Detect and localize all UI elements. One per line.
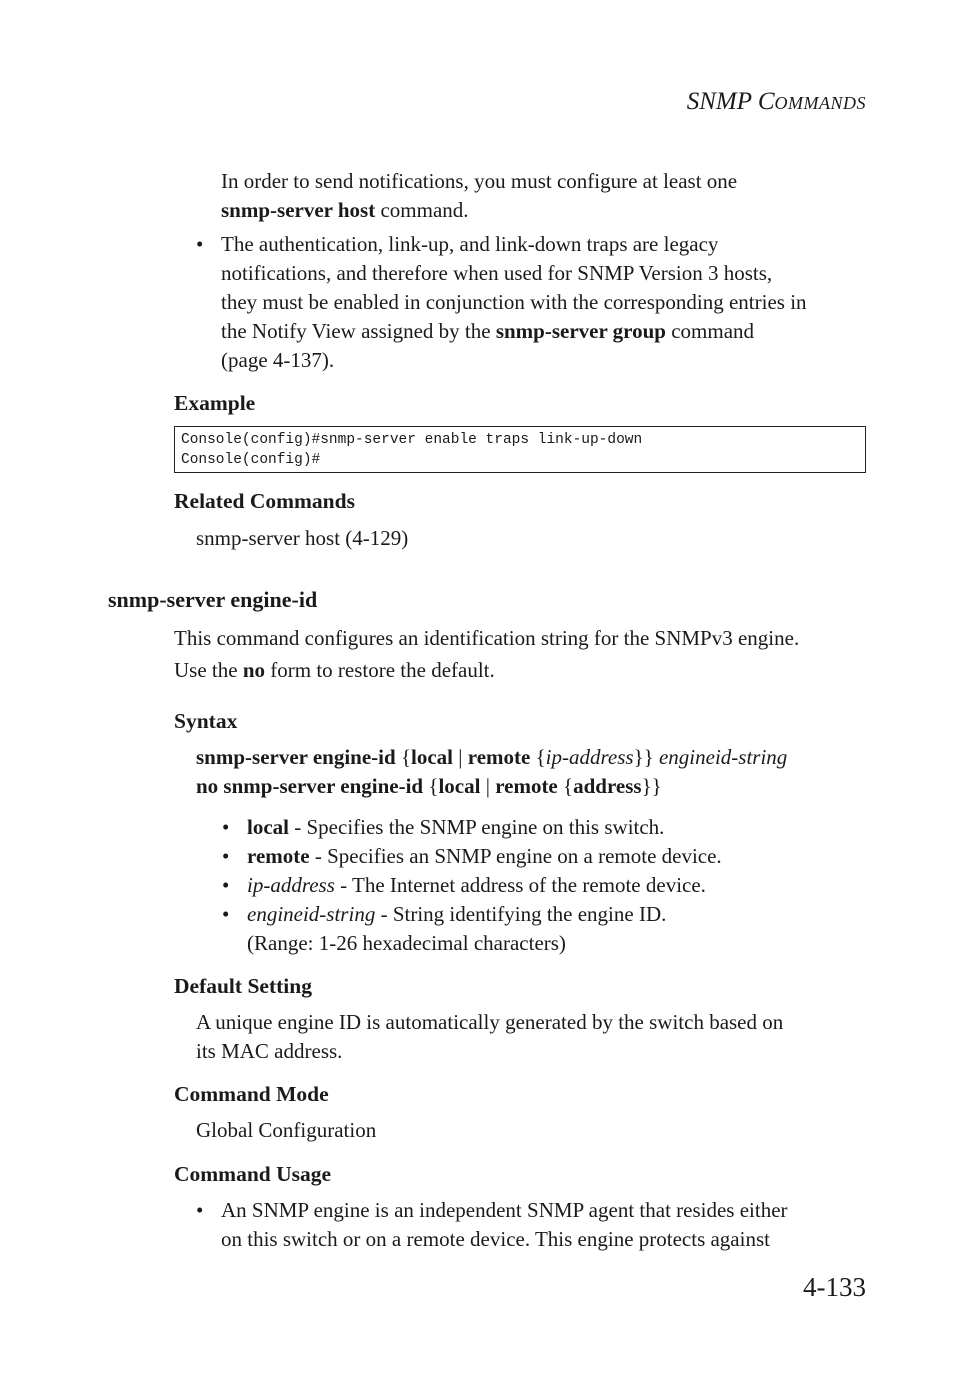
syntax-command: no snmp-server engine-id — [196, 774, 424, 798]
text-line: command — [665, 319, 755, 343]
syntax-pipe: | — [480, 774, 496, 798]
bullet-dot: • — [222, 902, 230, 926]
param-description: - String identifying the engine ID. — [375, 902, 667, 926]
default-setting-heading: Default Setting — [174, 974, 312, 998]
intro-bold-command: snmp-server host — [221, 198, 376, 222]
text-line: they must be enabled in conjunction with the corresponding entries in — [221, 290, 807, 314]
syntax-brace: { — [530, 745, 546, 769]
param-term: remote — [247, 844, 310, 868]
list-item-text — [247, 871, 722, 900]
bullet-dot: • — [222, 873, 230, 897]
param-term: ip-address — [247, 873, 335, 897]
list-item — [222, 842, 722, 871]
syntax-brace: { — [423, 774, 439, 798]
header-title-main: SNMP C — [686, 88, 775, 115]
bold-keyword: no — [242, 658, 266, 682]
page-number: 4-133 — [803, 1272, 866, 1302]
code-line: Console(config)# — [181, 452, 321, 468]
param-list — [222, 813, 722, 958]
default-setting-text — [196, 1008, 783, 1066]
text-line: notifications, and therefore when used for SNMP Version 3 hosts, — [221, 261, 773, 285]
param-range: (Range: 1-26 hexadecimal characters) — [247, 931, 566, 955]
syntax-keyword: remote — [467, 745, 531, 769]
list-item — [222, 900, 722, 958]
syntax-brace: { — [557, 774, 574, 798]
syntax-line-1 — [196, 743, 787, 772]
syntax-keyword: local — [438, 774, 481, 798]
syntax-parameter: ip-address — [545, 745, 634, 769]
syntax-keyword: local — [411, 745, 454, 769]
text-line: A unique engine ID is automatically generated by the switch based on — [196, 1010, 784, 1034]
intro-paragraph — [221, 167, 737, 225]
text-line: Use the — [174, 658, 243, 682]
text-line: The authentication, link-up, and link-down traps are legacy — [221, 232, 719, 256]
param-description: - Specifies an SNMP engine on a remote device. — [309, 844, 722, 868]
text-line: This command configures an identification string for the SNMPv3 engine. — [174, 626, 800, 650]
legacy-traps-text — [221, 230, 807, 375]
param-description: - Specifies the SNMP engine on this switch. — [289, 815, 665, 839]
usage-bullet — [196, 1196, 788, 1254]
syntax-heading: Syntax — [174, 709, 238, 733]
command-mode-text: Global Configuration — [196, 1118, 377, 1142]
syntax-pipe: | — [453, 745, 468, 769]
list-item-text — [247, 813, 722, 842]
syntax-brace: }} — [641, 774, 662, 798]
intro-tail: command. — [375, 198, 469, 222]
bullet-dot: • — [196, 1198, 204, 1222]
example-heading: Example — [174, 391, 256, 415]
param-description: - The Internet address of the remote device. — [334, 873, 706, 897]
text-line: form to restore the default. — [265, 658, 495, 682]
running-header — [687, 88, 866, 116]
section-title: snmp-server engine-id — [108, 587, 318, 612]
intro-text: In order to send notifications, you must configure at least one — [221, 169, 738, 193]
example-code-box — [174, 426, 866, 473]
syntax-brace: { — [395, 745, 412, 769]
usage-text — [221, 1196, 788, 1254]
text-line: on this switch or on a remote device. This engine protects against — [221, 1227, 770, 1251]
bullet-dot: • — [196, 232, 204, 256]
syntax-command: snmp-server engine-id — [196, 745, 396, 769]
param-term: local — [247, 815, 289, 839]
legacy-traps-bullet — [196, 230, 807, 375]
list-item-text — [247, 842, 722, 871]
syntax-brace: }} — [633, 745, 654, 769]
section-description — [174, 622, 799, 686]
list-item — [222, 871, 722, 900]
bold-command: snmp-server group — [495, 319, 666, 343]
text-line: its MAC address. — [196, 1039, 343, 1063]
text-line: An SNMP engine is an independent SNMP agent that resides either — [221, 1198, 788, 1222]
code-line: Console(config)#snmp-server enable traps link-up-down — [181, 432, 643, 448]
list-item-text — [247, 900, 722, 958]
syntax-parameter: engineid-string — [653, 745, 788, 769]
header-title-smallcaps: OMMANDS — [774, 93, 866, 113]
command-mode-heading: Command Mode — [174, 1082, 329, 1106]
syntax-line-2 — [196, 772, 662, 801]
command-usage-heading: Command Usage — [174, 1162, 332, 1186]
list-item — [222, 813, 722, 842]
param-term: engineid-string — [247, 902, 376, 926]
syntax-keyword: address — [573, 774, 642, 798]
text-line: (page 4-137). — [221, 348, 335, 372]
text-line: the Notify View assigned by the — [221, 319, 496, 343]
related-commands-text: snmp-server host (4-129) — [196, 526, 409, 550]
bullet-dot: • — [222, 844, 230, 868]
bullet-dot: • — [222, 815, 230, 839]
syntax-keyword: remote — [495, 774, 558, 798]
related-commands-heading: Related Commands — [174, 489, 355, 513]
